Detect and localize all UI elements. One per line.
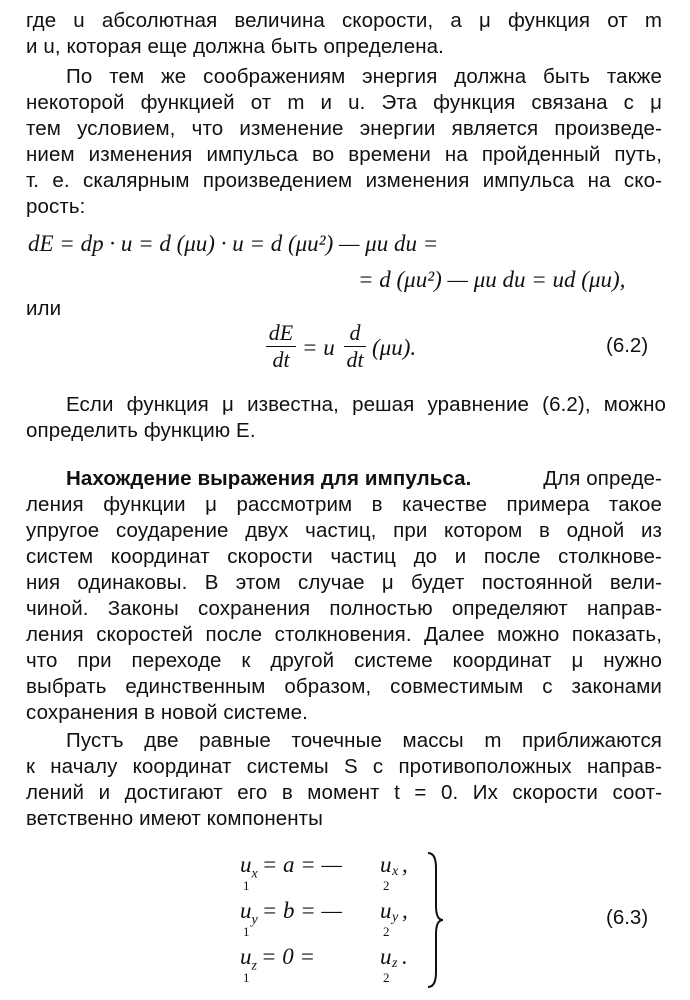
equation-number: (6.3) [606, 906, 649, 929]
text-line: ветственно имеют компоненты [26, 807, 323, 830]
text-line: чиной. Законы сохранения полностью определяют направ- [26, 597, 662, 620]
equation-row [240, 944, 408, 985]
equation-energy-line2: = d (μu²) — μu du = ud (μu), [358, 267, 626, 292]
text-line: Если функция μ известна, решая уравнение (6.2), можно [66, 393, 666, 416]
section-first-line [66, 466, 662, 492]
text-line: где u абсолютная величина скорости, а μ функция от m [26, 9, 662, 32]
particle-index: 1 [243, 878, 250, 893]
equation-row [240, 852, 408, 893]
component-subscript: y [392, 910, 399, 925]
velocity-symbol: u [380, 852, 392, 877]
component-subscript: x [392, 864, 399, 879]
fraction-denominator: dt [344, 346, 366, 373]
fraction-de-dt [266, 320, 296, 373]
equation-row [240, 898, 408, 939]
component-subscript: y [251, 912, 258, 928]
text-line: и u, которая еще должна быть определена. [26, 35, 444, 58]
fraction-numerator: d [349, 320, 361, 345]
particle-index: 2 [383, 924, 390, 939]
velocity-symbol: u [380, 898, 392, 923]
text-line: к началу координат системы S с противоположных направ- [26, 755, 662, 778]
text-line: Пустъ две равные точечные массы m приближаются [66, 729, 662, 752]
fraction-numerator: dE [268, 320, 294, 345]
particle-index: 2 [383, 970, 390, 985]
punctuation: , [402, 852, 408, 877]
equation-middle: = b = — [261, 898, 342, 923]
equation-rhs: (μu). [372, 335, 417, 360]
text-line: упругое соударение двух частиц, при котором в одной из [26, 519, 662, 542]
velocity-symbol: u [240, 852, 252, 877]
text-line: или [26, 297, 62, 320]
component-subscript: z [392, 956, 398, 971]
velocity-symbol: u [240, 898, 252, 923]
equation-middle: = a = — [261, 852, 342, 877]
particle-index: 2 [383, 878, 390, 893]
velocity-symbol: u [240, 944, 252, 969]
text-line: систем координат скорости частиц до и после столкнове- [26, 545, 662, 568]
component-subscript: z [251, 958, 257, 974]
text-fragment: Для опреде- [543, 467, 662, 490]
equation-middle: = 0 = [260, 944, 315, 969]
velocity-symbol: u [380, 944, 392, 969]
text-line: ления скоростей после столкновения. Далее можно показать, [26, 623, 662, 646]
text-line: лений и достигают его в момент t = 0. Их скорости соот- [26, 781, 662, 804]
text-line: тем условием, что изменение энергии является произведе- [26, 117, 662, 140]
text-line: что при переходе к другой системе координат μ нужно [26, 649, 662, 672]
particle-index: 1 [243, 970, 250, 985]
text-line: определить функцию E. [26, 419, 256, 442]
text-line: некоторой функцией от m и u. Эта функция связана с μ [26, 91, 662, 114]
fraction-d-dt [344, 320, 366, 373]
text-line: нием изменения импульса во времени на пройденный путь, [26, 143, 662, 166]
text-line: т. е. скалярным произведением изменения импульса на ско- [26, 169, 662, 192]
component-subscript: x [251, 866, 258, 882]
equation-energy-line1: dE = dp · u = d (μu) · u = d (μu²) — μu du = [28, 231, 439, 256]
fraction-denominator: dt [266, 346, 296, 373]
text-line: ния одинаковы. В этом случае μ будет постоянной вели- [26, 571, 662, 594]
text-line: сохранения в новой системе. [26, 701, 308, 724]
right-brace-icon [424, 850, 446, 990]
punctuation: . [402, 944, 408, 969]
text-line: ления функции μ рассмотрим в качестве примера такое [26, 493, 662, 516]
section-heading: Нахождение выражения для импульса. [66, 467, 472, 490]
text-line: По тем же соображениям энергия должна быть также [66, 65, 662, 88]
punctuation: , [402, 898, 408, 923]
equation-equals-u: = u [302, 335, 335, 360]
text-line: выбрать единственным образом, совместимым с законами [26, 675, 662, 698]
particle-index: 1 [243, 924, 250, 939]
text-line: рость: [26, 195, 86, 218]
equation-number: (6.2) [606, 334, 649, 357]
